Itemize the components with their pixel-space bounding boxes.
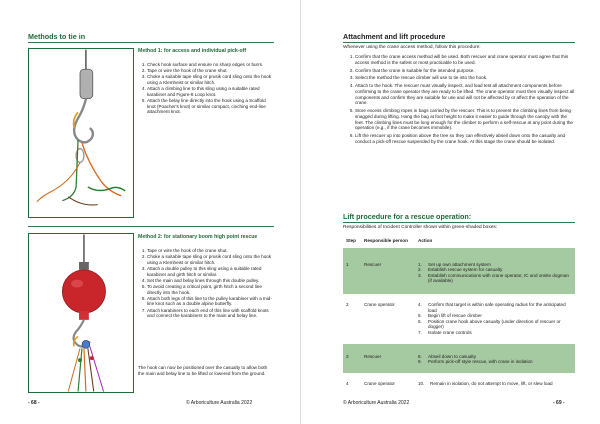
action-number: 6. [418, 318, 422, 324]
method1-diagram [29, 49, 133, 217]
method2-step: 2. Choke a suitable tape sling or prusik cord sling onto the hook using a Klemheist or similar hitch. [147, 254, 274, 265]
method2-step: 5. To avoid creating a critical point, girth hitch a second line directly into the hook. [147, 284, 274, 295]
method2-step: 6. Attach both legs of this line to the pulley karabiner with a mid-line knot such as a double alpine butterfly. [147, 296, 274, 307]
overhaul-ball-shape [62, 270, 105, 313]
page-number-right: - 69 - [553, 400, 565, 406]
method1-steps [138, 62, 274, 115]
table-row [343, 373, 575, 390]
person-cell: Rescuer [361, 344, 415, 373]
action-text: Establish communications with crane operator, IC and onsite dogman (if available) [428, 272, 569, 284]
method1-step: 5. Attach the belay line directly into the hook using a Scaffold knot (Poacher's knot) or similar compact, cinching end-line attachment knot. [147, 98, 274, 115]
action-number: 10. [418, 380, 425, 386]
action-number: 1. [418, 261, 422, 267]
method2-step: 4. Set the main and belay lines through this double pulley. [147, 278, 274, 284]
action-item [418, 302, 572, 313]
action-text: Isolate crane controls [428, 329, 472, 335]
right-page [300, 0, 600, 424]
section-title-attachment: Attachment and lift procedure [343, 32, 446, 41]
attachment-step: 5. Store excess climbing ropes in bags carried by the rescuer. This is to prevent the climbing lines from being snagged during lifting. Hang the bag at foot height to make it easier to guide through the canopy with the feet. The climbing lines must be long enough for the climber to perform a self-rescue at any point during the operation (e.g., if the crane becomes immobile). [355, 108, 575, 131]
action-text: Remain in isolation, do not attempt to move, lift, or slew load [430, 380, 553, 386]
method2-diagram [29, 234, 133, 392]
action-cell [415, 294, 575, 344]
table-header: Step [346, 238, 356, 243]
method1-step: 3. Choke a suitable tape sling or prusik cord sling onto the hook using a Klemheist or similar hitch. [147, 74, 274, 85]
action-text: Begin lift of rescue climber [428, 313, 482, 319]
action-text: Establish rescue system for casualty [428, 267, 503, 273]
attachment-step: 4. Attach to the hook. The rescuer must visually inspect, and load test all attachment components before confirming to the crane operator they are ready to be lifted. The crane operator must then visually inspect all components and confirm they are suitable for use and will not be affected by or affect the operation of the crane. [355, 83, 575, 106]
pulley-shape [82, 340, 90, 348]
action-text: Set up own attachment system [428, 261, 491, 267]
table-row [343, 294, 575, 344]
action-number: 4. [418, 301, 422, 307]
method2-title: Method 2: for stationary boom high point rescue [138, 234, 258, 240]
action-number: 8. [418, 353, 422, 359]
method2-step: 3. Attach a double pulley to this sling using a suitable rated karabiner and girth hitch or similar. [147, 266, 274, 277]
section-rule-2 [343, 222, 575, 223]
copyright-right: © Arboriculture Australia 2022 [343, 400, 410, 406]
method1-step: 4. Attach a climbing line to this sling using a suitable rated karabiner and Figure-8 Loop knot. [147, 86, 274, 97]
action-item [418, 330, 572, 336]
figure-method2-illustration [28, 233, 134, 393]
figure-method1-illustration [28, 48, 134, 218]
method1-step: 1. Check hook surface and ensure no sharp edges or burrs. [147, 62, 274, 68]
attachment-step: 2. Confirm that the crane is suitable for the intended purpose. [355, 68, 575, 74]
section-rule-2 [28, 226, 274, 227]
crane-hook-shape [74, 99, 93, 143]
method1-step: 2. Tape or wire the hook of the crane shut. [147, 68, 274, 74]
action-number: 2. [418, 267, 422, 273]
step-cell: 4 [343, 373, 361, 390]
table-row [343, 248, 575, 294]
method1-title: Method 1: for access and individual pick-off [138, 48, 247, 54]
table-row [343, 344, 575, 373]
action-number: 9. [418, 359, 422, 365]
person-cell: Crane operator [361, 373, 415, 390]
copyright-left: © Arboriculture Australia 2022 [186, 400, 253, 406]
attachment-intro: Whenever using the crane access method, follow this procedure: [343, 45, 481, 50]
action-text: Perform pick-off style rescue, with crane in isolation [428, 359, 533, 365]
method2-note: The hook can now be positioned over the casualty to allow both the main and belay line to be lifted or lowered from the ground. [138, 365, 268, 376]
lift-procedure-title: Lift procedure for a rescue operation: [343, 212, 472, 221]
action-number: 5. [418, 313, 422, 319]
attachment-steps [343, 54, 575, 147]
section-title-methods: Methods to tie in [28, 32, 86, 41]
table-header-row [343, 236, 575, 248]
crane-block-shape [80, 69, 93, 98]
attachment-step: 3. Select the method the rescue climber will use to tie into the hook. [355, 75, 575, 81]
action-text: Position crane hook above casualty (under direction of rescuer or dogger) [428, 318, 561, 330]
person-cell: Crane operator [361, 294, 415, 344]
lift-intro: Responsibilities of Incident Controller shown within green-shaded boxes: [343, 225, 498, 230]
action-item [418, 273, 572, 284]
action-item [418, 381, 572, 387]
section-rule [343, 42, 575, 43]
method2-step: 1. Tape or wire the hook of the crane shut. [147, 248, 274, 254]
action-number: 7. [418, 329, 422, 335]
action-cell [415, 248, 575, 294]
step-cell: 3 [343, 344, 361, 373]
person-cell: Rescuer [361, 248, 415, 294]
action-item [418, 319, 572, 330]
method2-steps [138, 248, 274, 319]
step-cell: 2 [343, 294, 361, 344]
action-cell [415, 373, 575, 390]
page-number-left: - 68 - [28, 400, 40, 406]
action-cell [415, 344, 575, 373]
action-number: 3. [418, 272, 422, 278]
action-text: Confirm that target is within safe operating radius for the anticipated load [428, 301, 566, 313]
action-text: Abseil down to casualty [428, 353, 477, 359]
table-header: Action [418, 238, 433, 243]
action-item [418, 359, 572, 365]
attachment-step: 1. Confirm that the crane access method will be used. Both rescuer and crane operator must agree that this access method is the safest or most practicable to be used. [355, 54, 575, 65]
table-header: Responsible person [364, 238, 408, 243]
rescue-table [343, 236, 575, 389]
section-rule [28, 42, 274, 43]
step-cell: 1 [343, 248, 361, 294]
method2-step: 7. Attach karabiners to each end of this line with scaffold knots and connect the karabiners to the main and belay line. [147, 308, 274, 319]
attachment-step: 6. Lift the rescuer up into position above the tree so they can effectively abseil down onto the casualty and conduct a pick-off rescue suspended by the crane hook. At this stage the crane should be isolated. [355, 133, 575, 144]
